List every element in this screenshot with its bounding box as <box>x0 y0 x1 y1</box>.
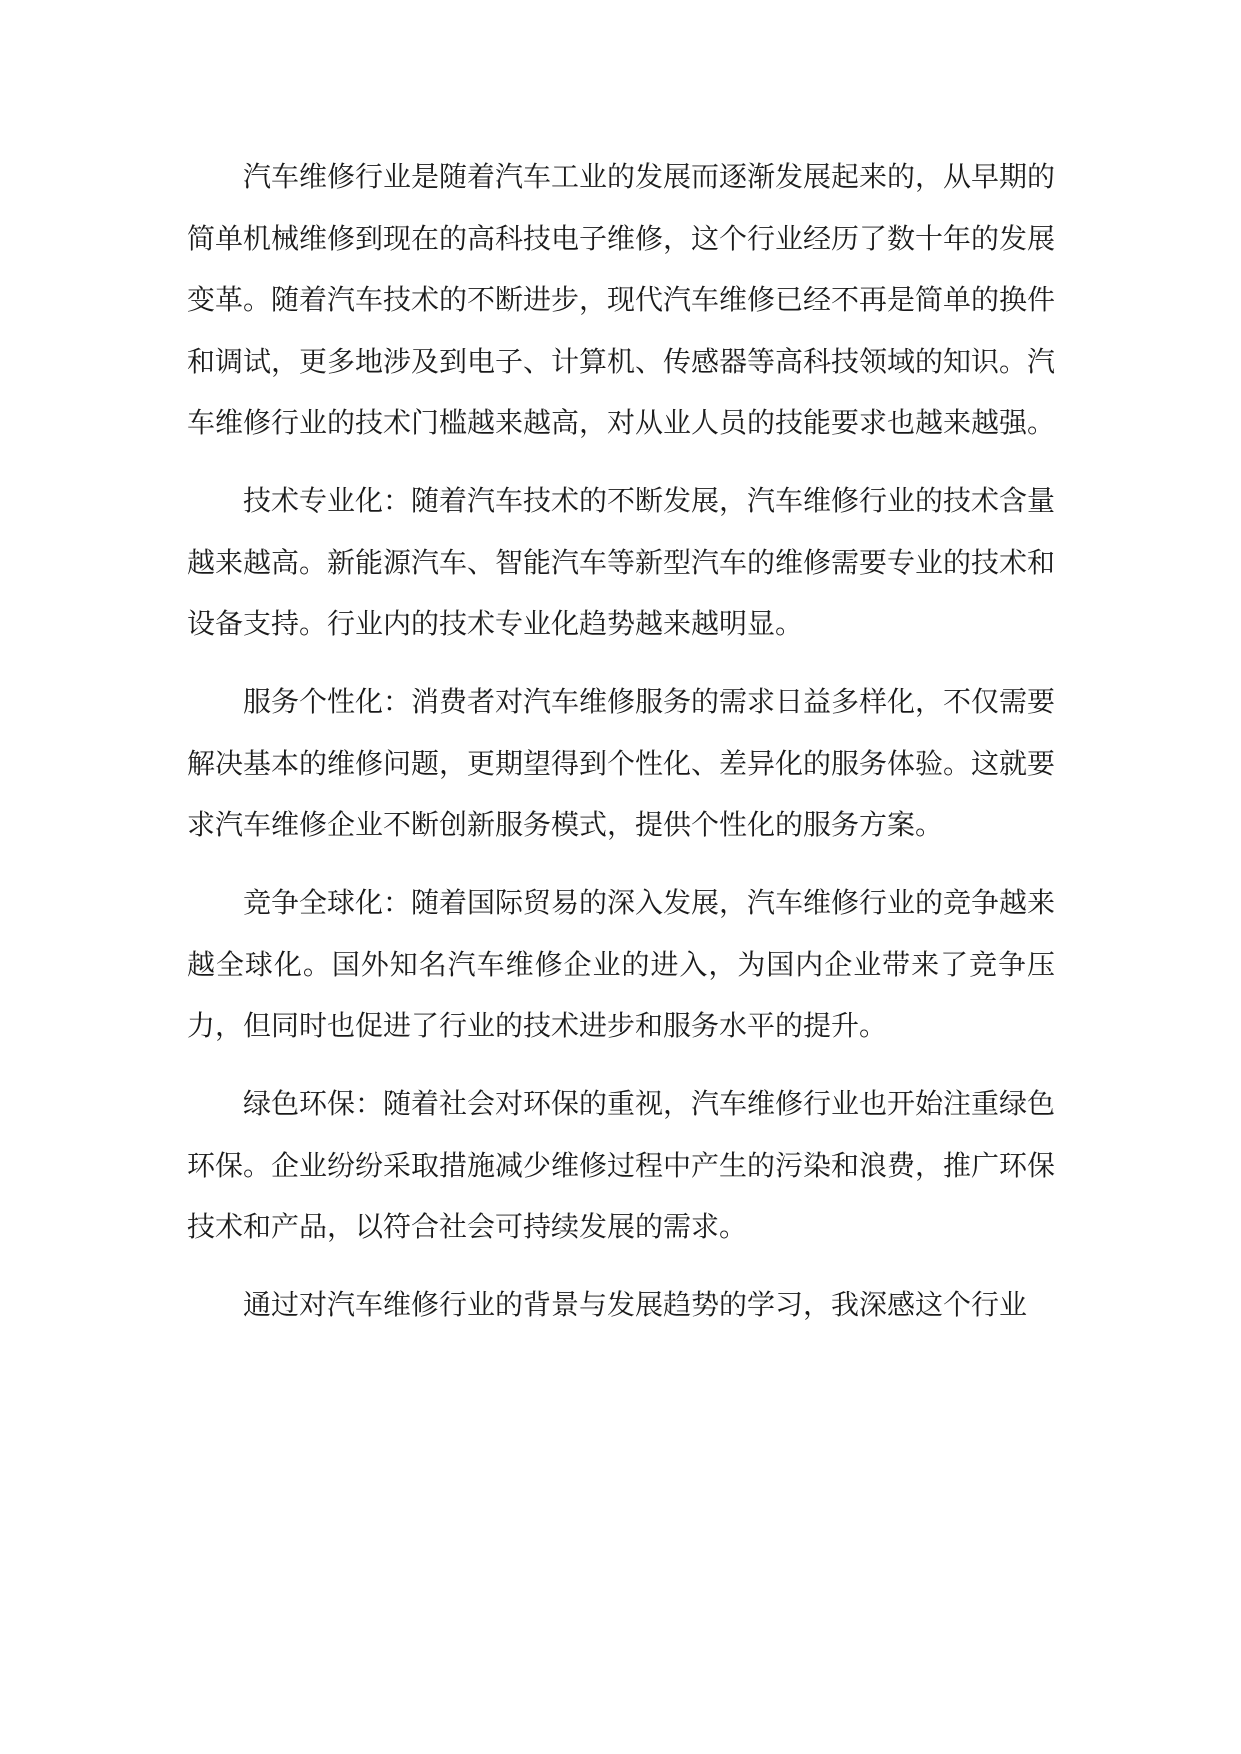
paragraph-competition-globalization: 竞争全球化：随着国际贸易的深入发展，汽车维修行业的竞争越来越全球化。国外知名汽车维修企业的进入，为国内企业带来了竞争压力，但同时也促进了行业的技术进步和服务水平的提升。 <box>187 886 1056 1042</box>
paragraph-industry-background: 汽车维修行业是随着汽车工业的发展而逐渐发展起来的，从早期的简单机械维修到现在的高科技电子维修，这个行业经历了数十年的发展变革。随着汽车技术的不断进步，现代汽车维修已经不再是简单的换件和调试，更多地涉及到电子、计算机、传感器等高科技领域的知识。汽车维修行业的技术门槛越来越高，对从业人员的技能要求也越来越强。 <box>187 160 1056 439</box>
paragraph-reflection: 通过对汽车维修行业的背景与发展趋势的学习，我深感这个行业 <box>243 1288 1028 1321</box>
paragraph-green-environmental: 绿色环保：随着社会对环保的重视，汽车维修行业也开始注重绿色环保。企业纷纷采取措施减少维修过程中产生的污染和浪费，推广环保技术和产品，以符合社会可持续发展的需求。 <box>187 1087 1056 1243</box>
document-body <box>187 146 1055 1352</box>
paragraph-service-personalization: 服务个性化：消费者对汽车维修服务的需求日益多样化，不仅需要解决基本的维修问题，更期望得到个性化、差异化的服务体验。这就要求汽车维修企业不断创新服务模式，提供个性化的服务方案。 <box>187 685 1056 841</box>
paragraph-tech-specialization: 技术专业化：随着汽车技术的不断发展，汽车维修行业的技术含量越来越高。新能源汽车、智能汽车等新型汽车的维修需要专业的技术和设备支持。行业内的技术专业化趋势越来越明显。 <box>187 484 1056 640</box>
